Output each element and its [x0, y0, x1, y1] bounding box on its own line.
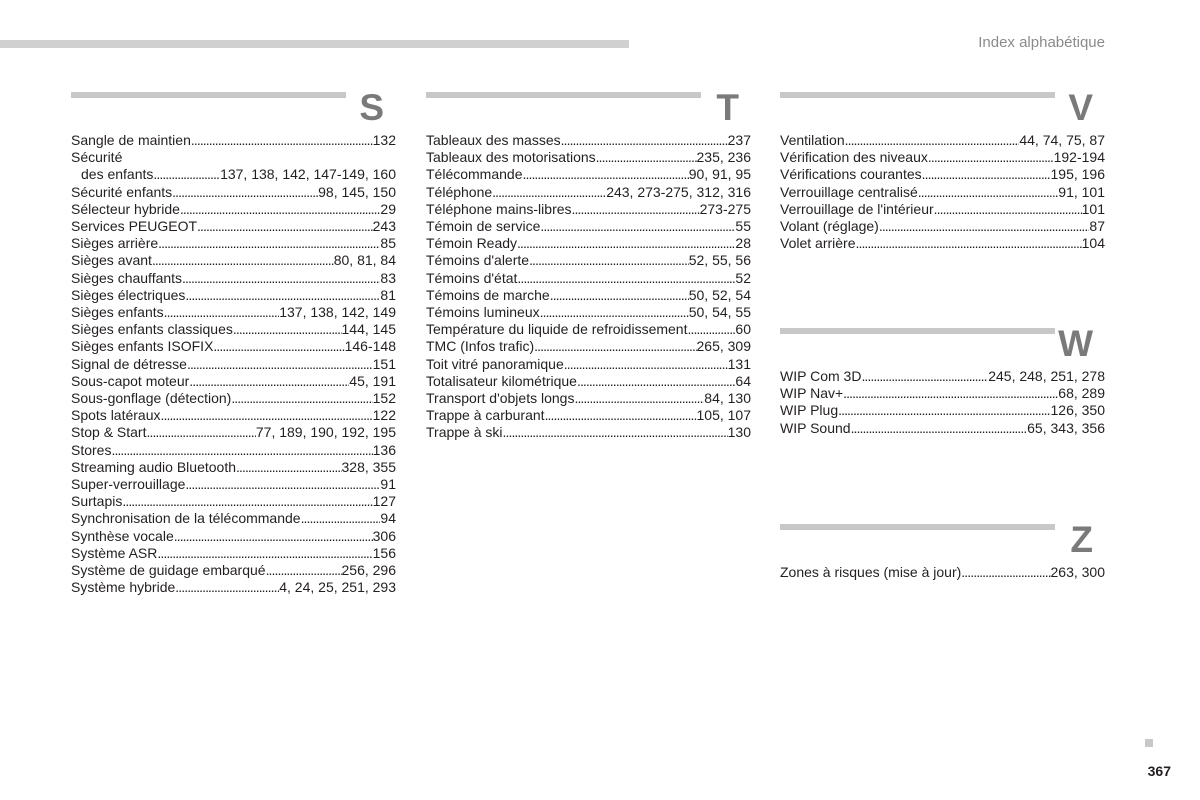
- entry-term: TMC (Infos trafic): [426, 338, 535, 355]
- section-letter: V: [1068, 87, 1093, 128]
- entry-leader-dots: [838, 402, 1050, 419]
- entry-leader-dots: [187, 356, 373, 373]
- entry-list: [426, 132, 751, 442]
- entry-leader-dots: [185, 287, 380, 304]
- entry-term: Ventilation: [780, 132, 845, 148]
- entry-leader-dots: [534, 338, 696, 355]
- entry-leader-dots: [687, 321, 735, 338]
- entry-pages: 136: [372, 441, 396, 458]
- entry-pages: 28: [735, 235, 751, 252]
- entry-leader-dots: [922, 166, 1051, 183]
- entry-pages: 90, 91, 95: [688, 166, 751, 183]
- index-entry: [426, 132, 751, 149]
- entry-pages: 101: [1081, 200, 1105, 217]
- entry-leader-dots: [185, 476, 380, 493]
- entry-term: Sièges arrière: [71, 235, 159, 252]
- entry-pages: 137, 138, 142, 149: [279, 304, 396, 321]
- entry-pages: 91, 101: [1058, 183, 1105, 200]
- index-entry: [71, 356, 396, 373]
- index-entry: [71, 166, 396, 183]
- entry-pages: 243: [372, 218, 396, 235]
- index-entry: [426, 270, 751, 287]
- entry-pages: 263, 300: [1050, 564, 1105, 580]
- footer-square-mark: [1145, 739, 1153, 747]
- index-entry: [71, 304, 396, 321]
- entry-pages: 65, 343, 356: [1027, 419, 1105, 436]
- index-entry: [71, 459, 396, 476]
- entry-pages: 60: [735, 321, 751, 338]
- index-entry: [426, 149, 751, 166]
- section-heading: [780, 323, 1105, 368]
- entry-term: Trappe à ski: [426, 424, 503, 441]
- index-entry: [71, 390, 396, 407]
- entry-pages: 265, 309: [696, 338, 751, 355]
- entry-leader-dots: [928, 149, 1054, 166]
- section-letter: W: [1058, 323, 1093, 364]
- entry-leader-dots: [153, 166, 220, 183]
- section-rule: [71, 92, 346, 98]
- entry-term: Spots latéraux: [71, 407, 161, 424]
- section-heading: [426, 87, 751, 132]
- entry-term: Vérification des niveaux: [780, 149, 928, 166]
- index-entry: [780, 218, 1105, 235]
- index-entry: [71, 442, 396, 459]
- index-entry: [426, 252, 751, 269]
- entry-term: Volant (réglage): [780, 218, 879, 235]
- entry-term: Sièges enfants: [71, 304, 164, 321]
- entry-term: WIP Plug: [780, 402, 839, 419]
- index-section-s: [71, 87, 396, 596]
- entry-pages: 156: [372, 544, 396, 561]
- section-heading: [780, 519, 1105, 564]
- index-entry: [780, 235, 1105, 252]
- entry-pages: 98, 145, 150: [318, 183, 396, 200]
- index-entry: [780, 132, 1105, 149]
- index-entry: [71, 579, 396, 596]
- index-entry: [426, 235, 751, 252]
- entry-pages: 131: [727, 355, 751, 372]
- entry-pages: 68, 289: [1058, 385, 1105, 402]
- index-entry: [71, 149, 396, 166]
- entry-term: Système de guidage embarqué: [71, 562, 266, 579]
- page-number: 367: [1147, 763, 1171, 779]
- entry-leader-dots: [934, 201, 1082, 218]
- index-entry: [71, 407, 396, 424]
- entry-pages: 87: [1089, 218, 1105, 235]
- entry-term: Témoins de marche: [426, 286, 550, 303]
- entry-term: Témoin Ready: [426, 235, 518, 252]
- entry-term: Stores: [71, 441, 112, 458]
- entry-pages: 137, 138, 142, 147-149, 160: [220, 166, 396, 183]
- entry-leader-dots: [540, 304, 689, 321]
- entry-pages: 83: [380, 269, 396, 286]
- entry-leader-dots: [517, 270, 735, 287]
- entry-pages: 45, 191: [349, 372, 396, 389]
- index-entry: [71, 321, 396, 338]
- entry-pages: 84, 130: [704, 390, 751, 407]
- entry-term: WIP Nav+: [780, 385, 844, 402]
- entry-term: des enfants: [81, 166, 154, 183]
- entry-leader-dots: [845, 132, 1020, 149]
- index-entry: [426, 287, 751, 304]
- index-entry: [71, 545, 396, 562]
- entry-leader-dots: [161, 407, 373, 424]
- index-entry: [71, 510, 396, 527]
- entry-leader-dots: [861, 368, 988, 385]
- section-heading: [71, 87, 396, 132]
- entry-pages: 29: [380, 200, 396, 217]
- entry-term: Services PEUGEOT: [71, 218, 198, 235]
- index-entry: [780, 385, 1105, 402]
- index-entry: [426, 407, 751, 424]
- entry-pages: 52, 55, 56: [688, 252, 751, 269]
- entry-leader-dots: [146, 424, 255, 441]
- entry-term: Sièges avant: [71, 252, 152, 269]
- index-section-v: [780, 87, 1105, 252]
- entry-pages: 245, 248, 251, 278: [988, 368, 1105, 384]
- entry-term: Système ASR: [71, 544, 158, 561]
- entry-leader-dots: [596, 149, 697, 166]
- entry-pages: 4, 24, 25, 251, 293: [279, 579, 396, 596]
- entry-term: Tableaux des motorisations: [426, 149, 596, 166]
- index-entry: [426, 304, 751, 321]
- section-letter: T: [716, 87, 739, 128]
- entry-leader-dots: [961, 564, 1050, 581]
- index-entry: [71, 201, 396, 218]
- entry-term: Sangle de maintien: [71, 132, 191, 148]
- entry-term: Totalisateur kilométrique: [426, 372, 577, 389]
- entry-term: Toit vitré panoramique: [426, 355, 564, 372]
- index-entry: [71, 476, 396, 493]
- section-rule: [780, 328, 1055, 334]
- entry-term: Streaming audio Bluetooth: [71, 458, 236, 475]
- entry-leader-dots: [236, 459, 342, 476]
- entry-leader-dots: [564, 356, 728, 373]
- entry-pages: 256, 296: [341, 562, 396, 579]
- index-section-w: [780, 323, 1105, 437]
- entry-term: Synthèse vocale: [71, 527, 174, 544]
- entry-leader-dots: [182, 270, 380, 287]
- index-entry: [71, 270, 396, 287]
- index-entry: [426, 373, 751, 390]
- index-entry: [426, 424, 751, 441]
- entry-term: Témoins d'état: [426, 269, 518, 286]
- index-entry: [71, 235, 396, 252]
- entry-term: Sous-capot moteur: [71, 372, 190, 389]
- entry-leader-dots: [550, 287, 689, 304]
- entry-leader-dots: [191, 132, 373, 149]
- entry-term: Stop & Start: [71, 424, 147, 441]
- entry-leader-dots: [843, 385, 1058, 402]
- entry-pages: 50, 54, 55: [688, 304, 751, 321]
- section-rule: [426, 92, 701, 98]
- entry-pages: 55: [735, 218, 751, 235]
- entry-term: Trappe à carburant: [426, 407, 545, 424]
- entry-term: Témoin de service: [426, 218, 541, 235]
- entry-leader-dots: [157, 545, 372, 562]
- entry-leader-dots: [122, 493, 372, 510]
- entry-pages: 91: [380, 476, 396, 493]
- entry-pages: 122: [372, 407, 396, 424]
- entry-pages: 195, 196: [1050, 166, 1105, 183]
- section-rule: [780, 524, 1055, 530]
- entry-pages: 146-148: [344, 338, 396, 355]
- entry-leader-dots: [158, 235, 380, 252]
- entry-leader-dots: [111, 442, 372, 459]
- entry-list: [780, 132, 1105, 252]
- entry-leader-dots: [540, 218, 735, 235]
- entry-pages: 235, 236: [696, 149, 751, 166]
- entry-pages: 85: [380, 235, 396, 252]
- index-entry: [780, 149, 1105, 166]
- entry-term: Transport d'objets longs: [426, 390, 575, 407]
- index-entry: [426, 390, 751, 407]
- entry-leader-dots: [492, 184, 606, 201]
- index-section-t: [426, 87, 751, 442]
- entry-term: Téléphone mains-libres: [426, 200, 572, 217]
- index-entry: [426, 201, 751, 218]
- entry-term: Tableaux des masses: [426, 132, 561, 148]
- index-entry: [71, 252, 396, 269]
- index-entry: [780, 368, 1105, 385]
- entry-leader-dots: [266, 562, 342, 579]
- entry-pages: 132: [372, 132, 396, 148]
- entry-leader-dots: [197, 218, 373, 235]
- entry-pages: 52: [735, 269, 751, 286]
- entry-leader-dots: [301, 510, 381, 527]
- index-entry: [71, 132, 396, 149]
- entry-pages: 44, 74, 75, 87: [1019, 132, 1105, 148]
- entry-leader-dots: [851, 420, 1028, 437]
- entry-leader-dots: [545, 407, 697, 424]
- index-entry: [71, 373, 396, 390]
- entry-term: Verrouillage de l'intérieur: [780, 200, 934, 217]
- index-entry: [71, 184, 396, 201]
- entry-leader-dots: [523, 166, 689, 183]
- entry-leader-dots: [164, 304, 280, 321]
- entry-term: WIP Com 3D: [780, 368, 862, 384]
- entry-leader-dots: [180, 201, 380, 218]
- index-entry: [71, 562, 396, 579]
- entry-term: Surtapis: [71, 493, 123, 510]
- entry-term: Télécommande: [426, 166, 523, 183]
- entry-leader-dots: [175, 579, 279, 596]
- entry-leader-dots: [231, 390, 372, 407]
- entry-term: Témoins lumineux: [426, 304, 540, 321]
- section-letter: S: [359, 87, 384, 128]
- index-entry: [71, 218, 396, 235]
- entry-leader-dots: [517, 235, 735, 252]
- entry-pages: 328, 355: [341, 458, 396, 475]
- page-header-title: Index alphabétique: [978, 34, 1105, 51]
- entry-term: Téléphone: [426, 183, 493, 200]
- entry-leader-dots: [152, 252, 334, 269]
- section-letter: Z: [1070, 519, 1093, 560]
- entry-pages: 192-194: [1053, 149, 1105, 166]
- entry-leader-dots: [561, 132, 728, 149]
- entry-term: Volet arrière: [780, 235, 856, 252]
- index-entry: [780, 420, 1105, 437]
- entry-leader-dots: [233, 321, 342, 338]
- index-entry: [780, 402, 1105, 419]
- entry-term: Témoins d'alerte: [426, 252, 530, 269]
- entry-pages: 126, 350: [1050, 402, 1105, 419]
- entry-leader-dots: [918, 184, 1059, 201]
- entry-leader-dots: [503, 424, 728, 441]
- entry-pages: 77, 189, 190, 192, 195: [255, 424, 396, 441]
- entry-term: Synchronisation de la télécommande: [71, 510, 301, 527]
- entry-term: Sélecteur hybride: [71, 200, 180, 217]
- entry-pages: 151: [372, 355, 396, 372]
- entry-term: Signal de détresse: [71, 355, 187, 372]
- entry-leader-dots: [189, 373, 349, 390]
- entry-pages: 104: [1081, 235, 1105, 252]
- entry-leader-dots: [213, 338, 344, 355]
- entry-term: WIP Sound: [780, 419, 851, 436]
- index-entry: [71, 338, 396, 355]
- entry-term: Zones à risques (mise à jour): [780, 564, 962, 580]
- index-entry: [71, 424, 396, 441]
- entry-term: Sièges enfants classiques: [71, 321, 233, 338]
- entry-pages: 243, 273-275, 312, 316: [606, 183, 751, 200]
- entry-term: Sous-gonflage (détection): [71, 390, 232, 407]
- entry-leader-dots: [172, 184, 318, 201]
- index-entry: [780, 184, 1105, 201]
- index-entry: [71, 528, 396, 545]
- entry-list: [780, 368, 1105, 437]
- index-entry: [780, 201, 1105, 218]
- index-entry: [426, 338, 751, 355]
- entry-term: Sièges enfants ISOFIX: [71, 338, 214, 355]
- entry-pages: 50, 52, 54: [688, 286, 751, 303]
- entry-leader-dots: [855, 235, 1081, 252]
- entry-term: Sécurité enfants: [71, 183, 173, 200]
- index-entry: [426, 166, 751, 183]
- entry-term: Système hybride: [71, 579, 176, 596]
- entry-pages: 306: [372, 527, 396, 544]
- index-entry: [426, 356, 751, 373]
- section-heading: [780, 87, 1105, 132]
- entry-leader-dots: [529, 252, 689, 269]
- entry-pages: 105, 107: [696, 407, 751, 424]
- entry-leader-dots: [174, 528, 373, 545]
- header-rule: [0, 40, 629, 48]
- entry-term: Sièges chauffants: [71, 269, 183, 286]
- entry-pages: 152: [372, 390, 396, 407]
- entry-term: Sièges électriques: [71, 286, 186, 303]
- entry-leader-dots: [879, 218, 1090, 235]
- index-entry: [426, 184, 751, 201]
- entry-pages: 237: [727, 132, 751, 148]
- entry-pages: 127: [372, 493, 396, 510]
- entry-leader-dots: [574, 390, 704, 407]
- entry-leader-dots: [577, 373, 735, 390]
- entry-pages: 64: [735, 372, 751, 389]
- entry-term: Super-verrouillage: [71, 476, 186, 493]
- entry-pages: 80, 81, 84: [333, 252, 396, 269]
- index-entry: [71, 287, 396, 304]
- entry-pages: 94: [380, 510, 396, 527]
- section-rule: [780, 92, 1055, 98]
- entry-term: Sécurité: [71, 149, 123, 166]
- index-entry: [71, 493, 396, 510]
- entry-pages: 130: [727, 424, 751, 441]
- entry-term: Température du liquide de refroidissement: [426, 321, 688, 338]
- index-entry: [780, 166, 1105, 183]
- entry-term: Verrouillage centralisé: [780, 183, 918, 200]
- entry-term: Vérifications courantes: [780, 166, 922, 183]
- entry-leader-dots: [572, 201, 700, 218]
- entry-list: [71, 132, 396, 596]
- index-entry: [426, 321, 751, 338]
- index-entry: [780, 564, 1105, 581]
- entry-pages: 81: [380, 286, 396, 303]
- index-entry: [426, 218, 751, 235]
- index-section-z: [780, 519, 1105, 581]
- entry-list: [780, 564, 1105, 581]
- entry-pages: 273-275: [699, 200, 751, 217]
- entry-pages: 144, 145: [341, 321, 396, 338]
